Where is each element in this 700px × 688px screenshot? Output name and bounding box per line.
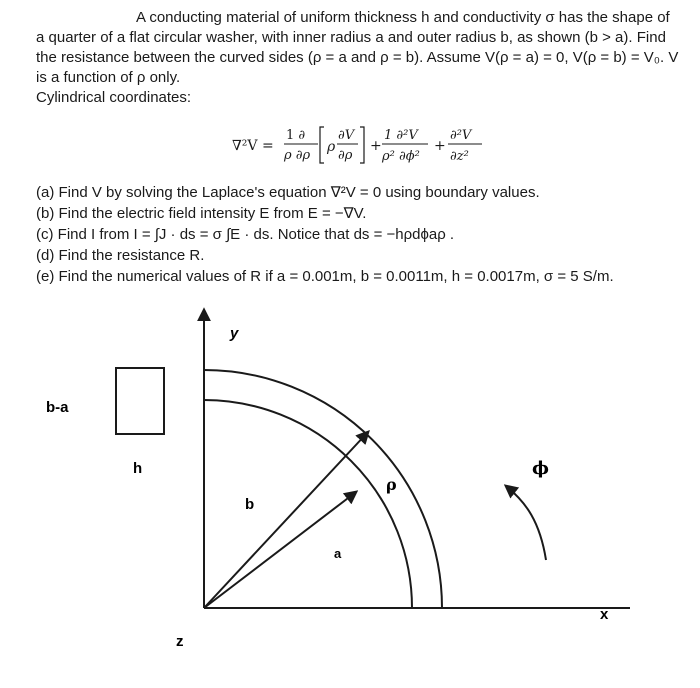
phi-direction-arrow bbox=[506, 486, 546, 560]
eq-left-bracket bbox=[320, 127, 324, 163]
eq-t3-den: ∂z² bbox=[450, 149, 469, 164]
eq-t2-num: 1 ∂²V bbox=[384, 128, 418, 143]
label-rho: ρ bbox=[386, 475, 397, 494]
outer-arc bbox=[204, 370, 442, 608]
radius-b-arrow bbox=[204, 432, 368, 608]
problem-line-5: Cylindrical coordinates: bbox=[36, 89, 192, 106]
laplacian-equation bbox=[232, 123, 492, 169]
questions-list bbox=[36, 182, 614, 287]
cross-section-rect bbox=[116, 368, 164, 434]
eq-t1-den: ρ ∂ρ bbox=[284, 148, 311, 163]
question-c: (c) Find I from I = ∫J · ds = σ ∫E · ds. Notice that ds = −hρdϕaρ . bbox=[36, 226, 455, 243]
inner-arc bbox=[204, 400, 412, 608]
washer-figure bbox=[0, 296, 700, 688]
problem-line-2: a quarter of a flat circular washer, with inner radius a and outer radius b, as shown (b > a). Find bbox=[36, 29, 666, 46]
label-phi: ϕ bbox=[532, 458, 549, 479]
problem-line-3: the resistance between the curved sides (ρ = a and ρ = b). Assume V(ρ = a) = 0, V(ρ = b) = V₀. V bbox=[36, 49, 679, 66]
problem-line-4: is a function of ρ only. bbox=[36, 69, 181, 86]
eq-plus-2: + bbox=[434, 138, 446, 154]
eq-t3-num: ∂²V bbox=[450, 128, 472, 143]
label-h: h bbox=[133, 460, 143, 477]
problem-statement bbox=[36, 8, 686, 108]
eq-inner-num: ∂V bbox=[338, 128, 355, 143]
label-a: a bbox=[334, 546, 342, 561]
label-y: y bbox=[230, 325, 239, 342]
eq-plus-1: + bbox=[370, 138, 382, 154]
label-x: x bbox=[600, 606, 609, 623]
eq-rho: ρ bbox=[327, 139, 336, 155]
eq-t1-num: 1 ∂ bbox=[286, 128, 306, 143]
problem-line-1: A conducting material of uniform thickness h and conductivity σ has the shape of bbox=[136, 9, 670, 26]
question-a: (a) Find V by solving the Laplace's equation ∇²V = 0 using boundary values. bbox=[36, 184, 540, 201]
question-b: (b) Find the electric field intensity E from E = −∇V. bbox=[36, 205, 367, 222]
label-z: z bbox=[176, 633, 184, 650]
question-e: (e) Find the numerical values of R if a = 0.001m, b = 0.0011m, h = 0.0017m, σ = 5 S/m. bbox=[36, 268, 614, 285]
question-d: (d) Find the resistance R. bbox=[36, 247, 205, 264]
eq-t2-den: ρ² ∂ϕ² bbox=[382, 149, 420, 164]
label-b-minus-a: b-a bbox=[46, 399, 69, 416]
label-b: b bbox=[245, 496, 255, 513]
eq-inner-den: ∂ρ bbox=[338, 148, 353, 163]
eq-right-bracket bbox=[360, 127, 364, 163]
eq-lhs: ∇²V = bbox=[232, 138, 274, 154]
